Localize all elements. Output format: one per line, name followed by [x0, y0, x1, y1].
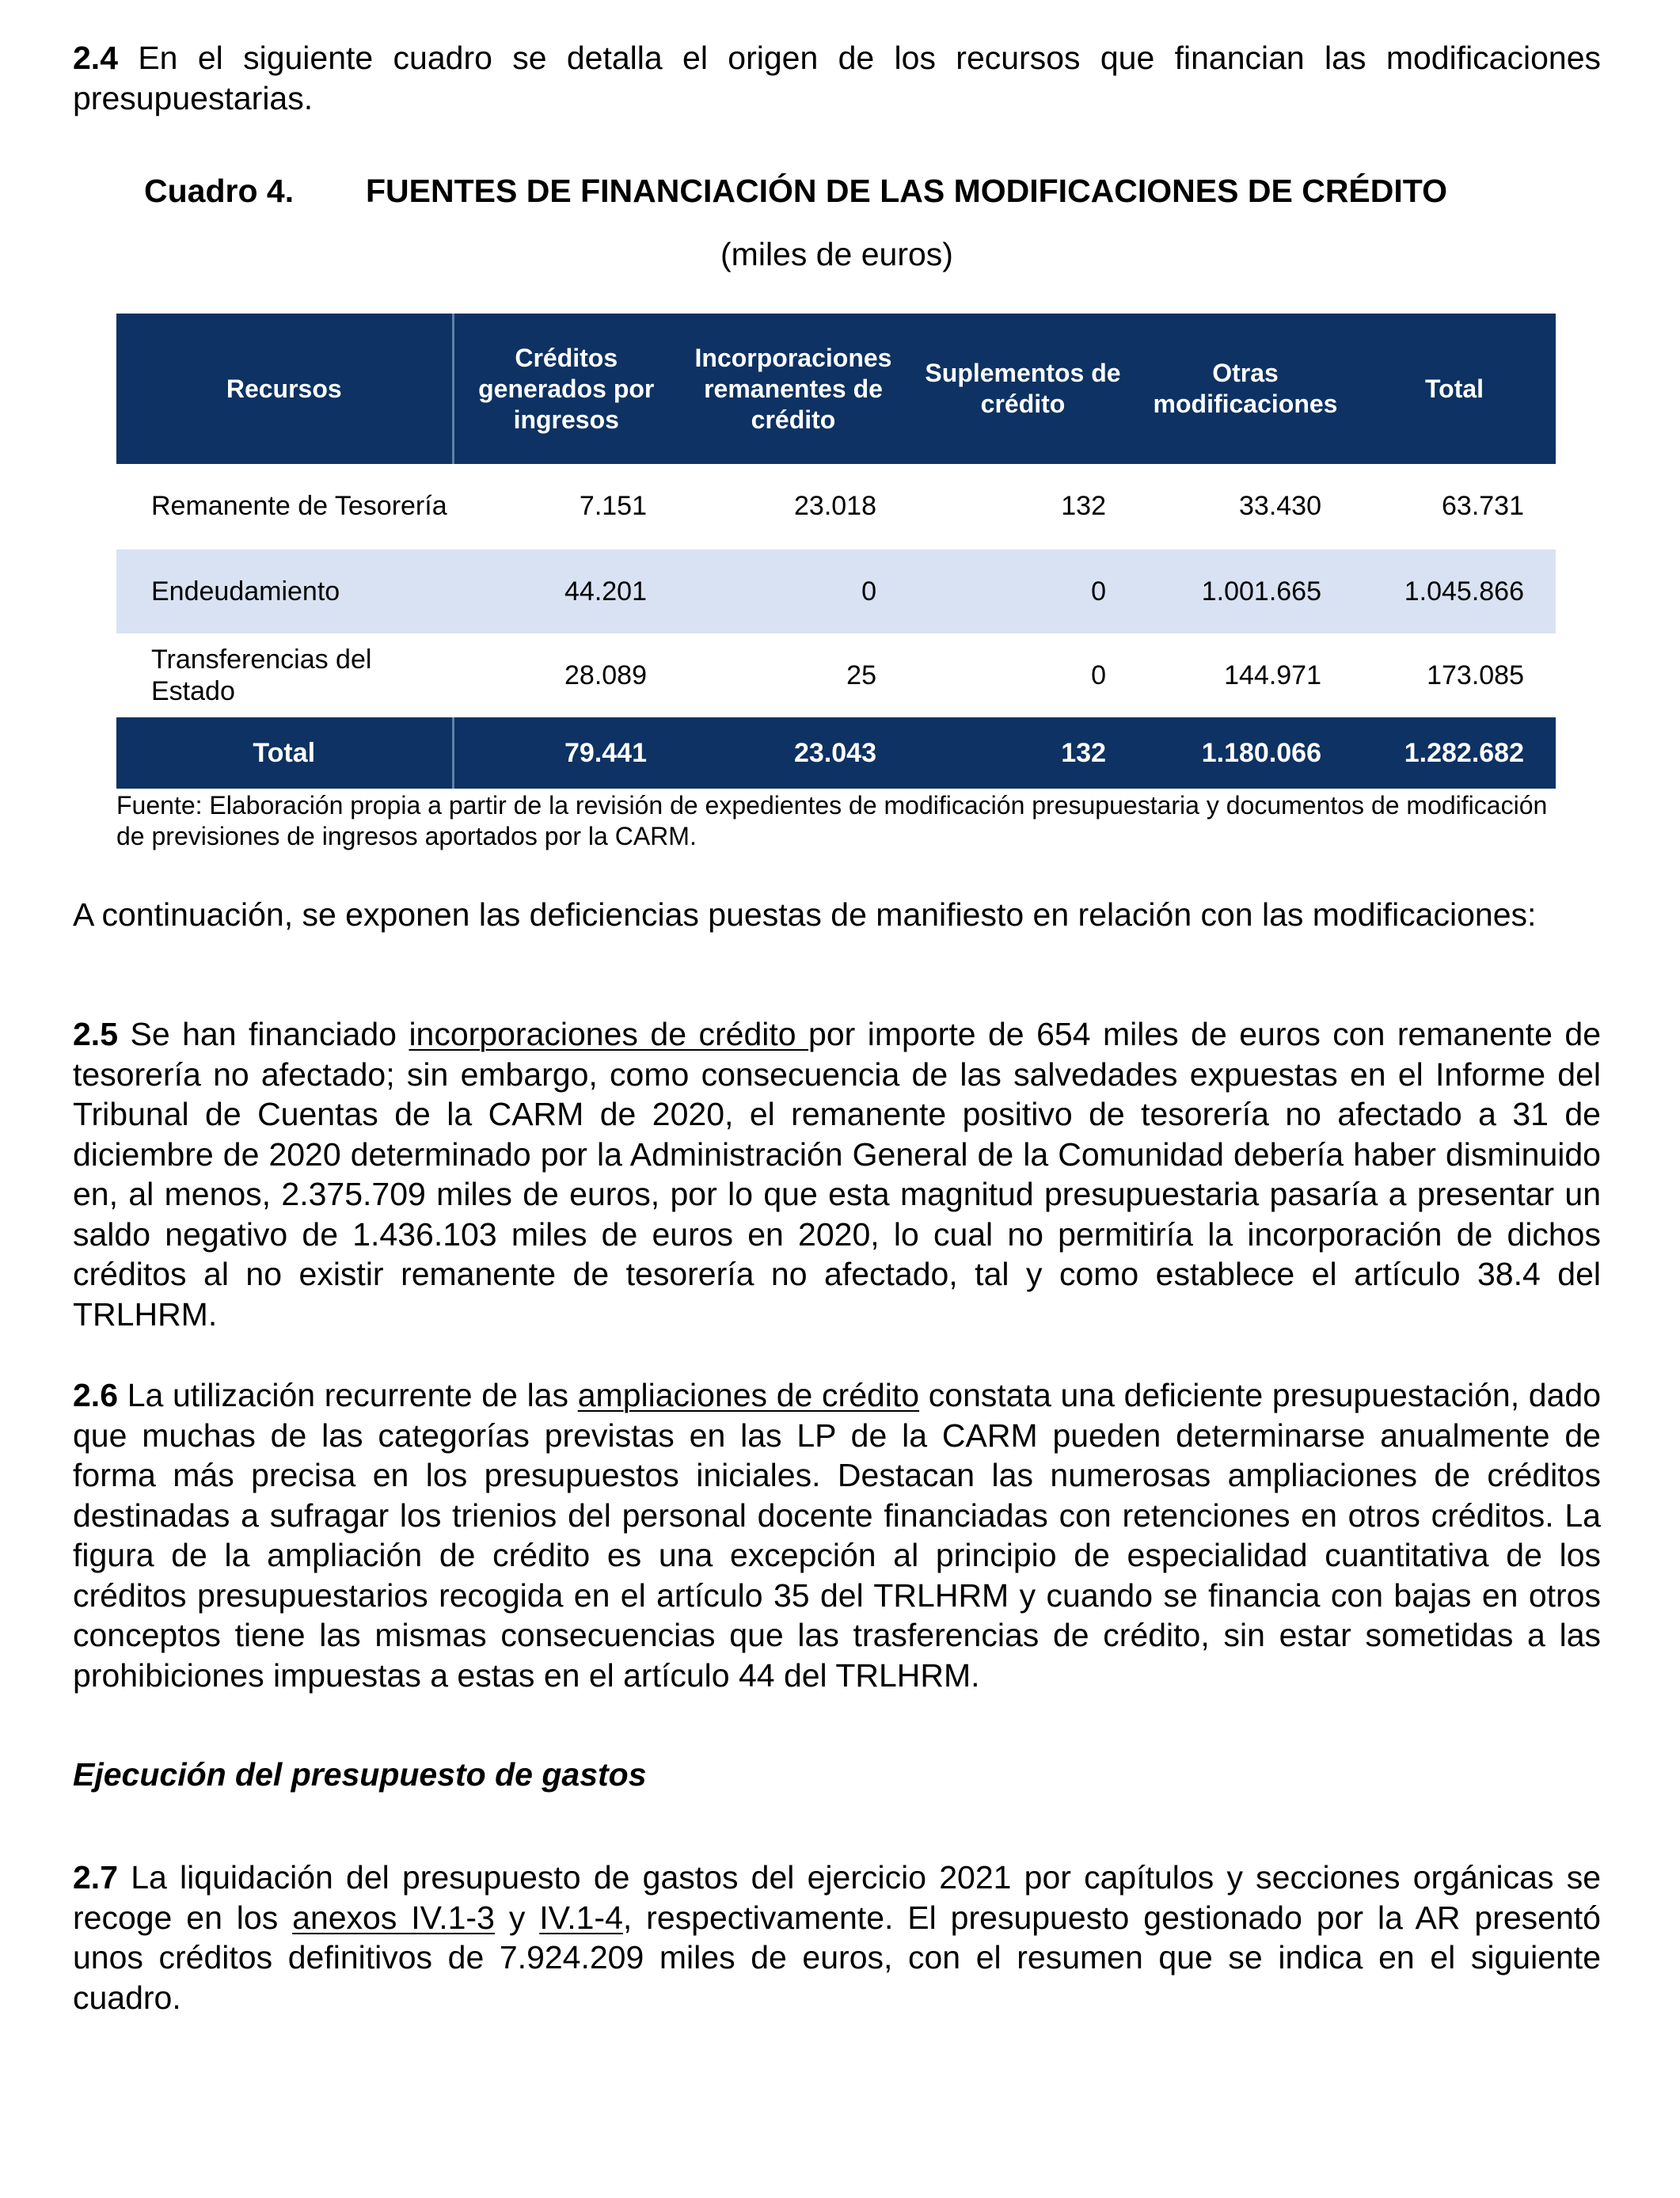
caption-title: FUENTES DE FINANCIACIÓN DE LAS MODIFICACIONES DE CRÉDITO: [366, 173, 1447, 209]
table-cell: 132: [1061, 491, 1106, 521]
table-cell: 0: [1091, 660, 1106, 690]
financing-table: [116, 314, 1556, 789]
table-cell: 0: [678, 549, 908, 633]
table-cell: 1.001.665: [1138, 549, 1353, 633]
paragraph-text: La liquidación del presupuesto de gastos del ejercicio 2021 por capítulos y secciones orgánicas se recoge en los: [73, 1859, 1601, 1936]
section-heading: Ejecución del presupuesto de gastos: [73, 1756, 647, 1793]
table-cell: 173.085: [1427, 660, 1524, 690]
table-cell: 144.971: [1224, 660, 1321, 690]
table-cell: 44.201: [453, 549, 678, 633]
paragraph-2-4: [73, 38, 1601, 118]
table-cell: 28.089: [564, 660, 647, 690]
table-row: [116, 633, 1556, 717]
ampliaciones-link[interactable]: ampliaciones de crédito: [577, 1377, 920, 1413]
table-row: [116, 464, 1556, 549]
total-cell: 79.441: [453, 717, 678, 789]
row-label: Endeudamiento: [116, 549, 453, 633]
paragraph-number: 2.4: [73, 40, 118, 76]
total-cell: 23.043: [678, 717, 908, 789]
table-cell: 63.731: [1442, 491, 1524, 521]
paragraph-number: 2.5: [73, 1016, 118, 1052]
header-cell: Recursos: [116, 314, 453, 464]
paragraph-text: , respectivamente. El presupuesto gestionado por la AR presentó unos créditos definitivos de 7.924.209 miles de euros, con el resumen que se indica en el siguiente cuadro.: [73, 1899, 1601, 2016]
table-total-row: [116, 717, 1556, 789]
table-row: [116, 549, 1556, 633]
table-cell: 1.045.866: [1353, 549, 1556, 633]
paragraph-text: Se han financiado: [118, 1016, 409, 1052]
anexo-iv-1-4-link[interactable]: IV.1-4: [539, 1899, 623, 1936]
caption-unit: (miles de euros): [720, 236, 953, 272]
table-header-row: [116, 314, 1556, 464]
paragraph-2-5: [73, 1014, 1601, 1334]
header-cell: Suplementos de crédito: [908, 314, 1138, 464]
total-cell: 1.180.066: [1138, 717, 1353, 789]
anexo-iv-1-3-link[interactable]: anexos IV.1-3: [292, 1899, 495, 1936]
table-cell: 0: [908, 549, 1138, 633]
table-cell: 25: [846, 660, 876, 690]
header-cell: Créditos generados por ingresos: [453, 314, 678, 464]
paragraph-text: y: [494, 1899, 540, 1936]
paragraph-2-7: [73, 1858, 1601, 2017]
paragraph-text: por importe de 654 miles de euros con remanente de tesorería no afectado; sin embargo, como consecuencia de las salvedades expuestas en el Informe del Tribunal de Cuentas de la CARM de 2020, el remanente positivo de tesorería no afectado a 31 de diciembre de 2020 determinado por la Administración General de la Comunidad debería haber disminuido en, al menos, 2.375.709 miles de euros, por lo que esta magnitud presupuestaria pasaría a presentar un saldo negativo de 1.436.103 miles de euros en 2020, lo cual no permitiría la incorporación de dichos créditos al no existir remanente de tesorería no afectado, tal y como establece el artículo 38.4 del TRLHRM.: [73, 1016, 1602, 1333]
intro-paragraph: A continuación, se exponen las deficiencias puestas de manifiesto en relación con las modificaciones:: [73, 896, 1537, 933]
header-cell: Otras modificaciones: [1138, 314, 1353, 464]
paragraph-text: La utilización recurrente de las: [118, 1377, 578, 1413]
paragraph-2-6: [73, 1375, 1601, 1695]
paragraph-text: constata una deficiente presupuestación, dado que muchas de las categorías previstas en las LP de la CARM pueden determinarse anualmente de forma más precisa en los presupuestos iniciales. Destacan las numerosas ampliaciones de créditos destinadas a sufragar los trienios del personal docente financiadas con retenciones en otros créditos. La figura de la ampliación de crédito es una excepción al principio de especialidad cuantitativa de los créditos presupuestarios recogida en el artículo 35 del TRLHRM y cuando se financia con bajas en otros conceptos tiene las mismas consecuencias que las trasferencias de crédito, sin estar sometidas a las prohibiciones impuestas a estas en el artículo 44 del TRLHRM.: [73, 1377, 1601, 1694]
caption-number: Cuadro 4.: [144, 173, 295, 209]
row-label: Transferencias del Estado: [151, 645, 372, 706]
table-source-note: Fuente: Elaboración propia a partir de la revisión de expedientes de modificación presupuestaria y documentos de modificación de previsiones de ingresos aportados por la CARM.: [116, 791, 1548, 850]
table-cell: 7.151: [579, 491, 647, 521]
row-label: Remanente de Tesorería: [151, 491, 447, 521]
table-cell: 23.018: [794, 491, 876, 521]
incorporaciones-link[interactable]: incorporaciones de crédito: [409, 1016, 809, 1052]
paragraph-text: En el siguiente cuadro se detalla el origen de los recursos que financian las modificaciones presupuestarias.: [73, 40, 1601, 116]
paragraph-number: 2.7: [73, 1859, 118, 1896]
header-cell: Total: [1353, 314, 1556, 464]
paragraph-number: 2.6: [73, 1377, 118, 1413]
table-cell: 33.430: [1239, 491, 1321, 521]
total-label: Total: [116, 717, 453, 789]
total-cell: 132: [908, 717, 1138, 789]
header-cell: Incorporaciones remanentes de crédito: [678, 314, 908, 464]
total-cell: 1.282.682: [1353, 717, 1556, 789]
